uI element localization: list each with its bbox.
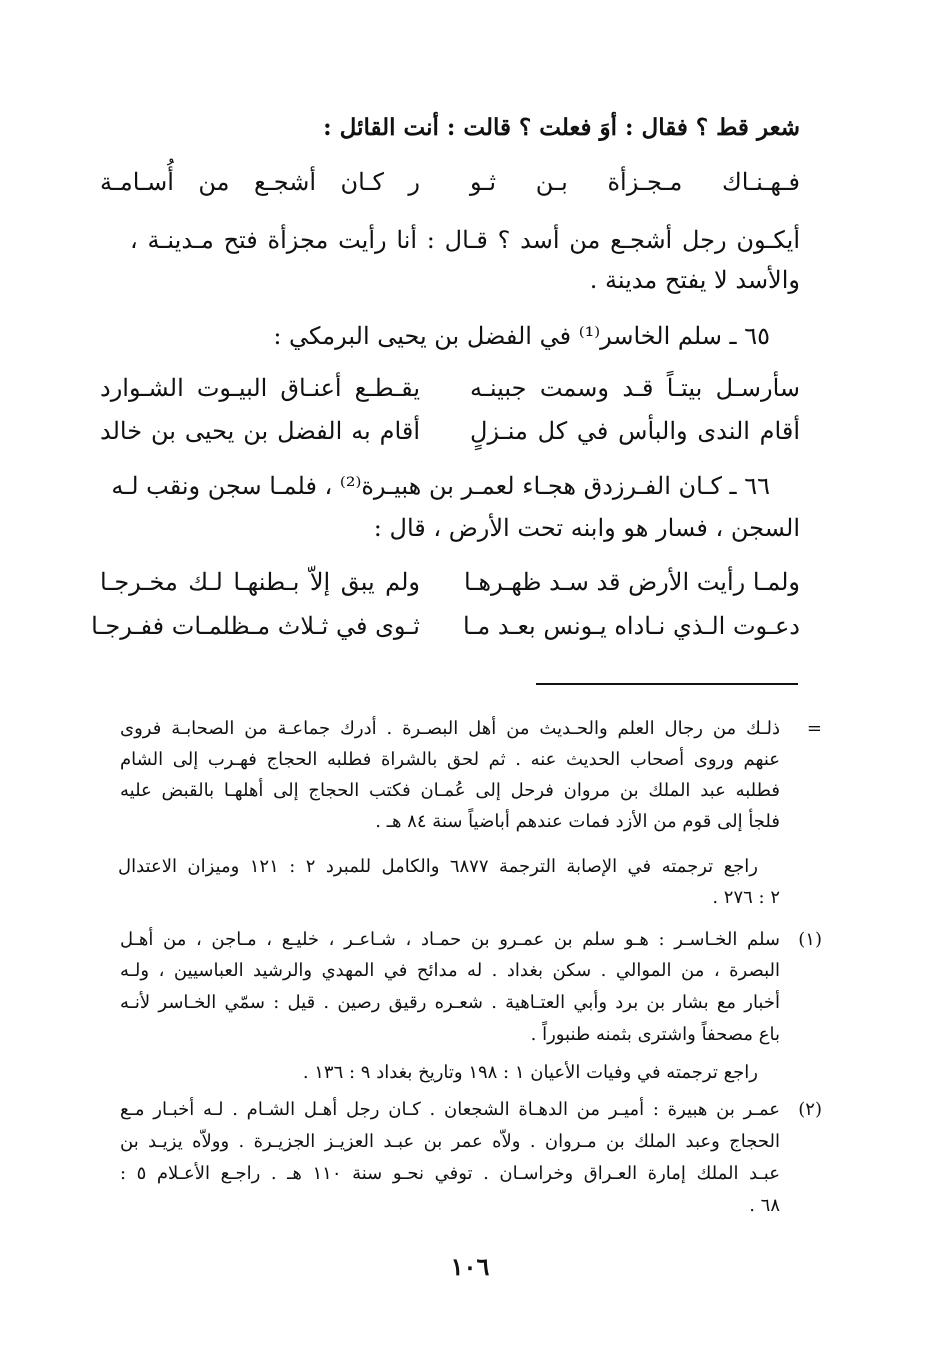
footnote-separator (536, 683, 798, 685)
paragraph-1-line-2: والأسد لا يفتح مدينة . (589, 266, 800, 294)
verse-3-sadr: أقام الندى والبأس في كل منـزلٍ (470, 417, 800, 445)
entry-65-heading: ٦٥ ـ سلم الخاسر⁽¹⁾ في الفضل بن يحيى البرمكي : (273, 322, 770, 350)
verse-2-ajuz: يقـطـع أعنـاق البيـوت الشـوارد (100, 374, 420, 402)
footnote-continuation-mark: = (806, 718, 822, 739)
footnote-1-line-1: سلم الخـاسـر : هـو سلم بن عمـرو بن حمـاد ، شـاعـر ، خليـع ، مـاجن ، من أهـل (120, 929, 780, 950)
entry-66-line-1: ٦٦ ـ كـان الفـرزدق هجـاء لعمـر بن هبيـرة⁽²⁾ ، فلمـا سجن ونقب لـه (111, 472, 770, 500)
footnote-1-line-4: باع مصحفاً واشترى بثمنه طنبوراً . (530, 1024, 780, 1045)
verse-2-sadr: سأرسـل بيتـاً قـد وسمت جبينـه (470, 374, 800, 402)
footnote-2-line-1: عمـر بن هبيرة : أميـر من الدهـاة الشجعان . كـان رجل أهـل الشـام . لـه أخبـار مـع (120, 1099, 780, 1120)
footnote-cont-line-3: فطلبه عبد الملك بن مروان فرحل إلى عُمـان فكتب الحجاج إلى أهلهـا بالقبض عليه (120, 780, 780, 801)
footnote-1-line-2: البصرة ، من الموالي . سكن بغداد . له مدائح في المهدي والرشيد العباسيين ، ولـه (120, 960, 780, 981)
footnote-2-line-3: عبـد الملك إمارة العـراق وخراسـان . توفي نحـو سنة ١١٠ هـ . راجـع الأعـلام ٥ : (120, 1163, 780, 1184)
verse-1-ajuz: ر كـان أشجـع من أُسـامـة (100, 168, 420, 196)
verse-4-sadr: ولمـا رأيت الأرض قد سـد ظهـرهـا (464, 568, 800, 596)
verse-5-sadr: دعـوت الـذي نـاداه يـونس بعـد مـا (463, 612, 800, 640)
footnote-cont-ref-1: راجع ترجمته في الإصابة الترجمة ٦٨٧٧ والكامل للمبرد ٢ : ١٢١ وميزان الاعتدال (118, 856, 758, 877)
page-number: ١٠٦ (450, 1252, 490, 1281)
footnote-2-mark: (٢) (798, 1099, 822, 1120)
verse-5-ajuz: ثـوى في ثـلاث مـظلمـات ففـرجـا (91, 612, 420, 640)
footnote-cont-line-4: فلجأ إلى قوم من الأزد فمات عندهم أباضياً سنة ٨٤ هـ . (375, 811, 780, 832)
verse-4-ajuz: ولم يبق إلاّ بـطنهـا لـك مخـرجـا (100, 568, 420, 596)
paragraph-1-line-1: أيكـون رجل أشجـع من أسد ؟ قـال : أنا رأيت مجزأة فتح مـدينـة ، (130, 226, 800, 254)
verse-1-sadr: فـهـنـاك مـجـزأة بـن ثـو (470, 168, 800, 196)
footnote-cont-line-2: عنهم وروى أصحاب الحديث عنه . ثم لحق بالشراة فطلبه الحجاج فهـرب إلى الشام (120, 749, 780, 770)
footnote-1-mark: (١) (798, 929, 822, 950)
footnote-1-line-3: أخبار مع بشار بن برد وأبي العتـاهية . شعـره رقيق رصين . قيل : سمّي الخـاسر لأنـه (120, 992, 780, 1013)
footnote-cont-line-1: ذلـك من رجال العلم والحـديث من أهل البصـرة . أدرك جماعـة من الصحابـة فروى (120, 718, 780, 739)
verse-3-ajuz: أقام به الفضل بن يحيى بن خالد (100, 417, 420, 445)
footnote-cont-ref-2: ٢ : ٢٧٦ . (712, 887, 780, 908)
intro-line: شعر قط ؟ فقال : أوَ فعلت ؟ قالت : أنت القائل : (323, 114, 800, 141)
footnote-2-line-2: الحجاج وعبد الملك بن مـروان . ولاّه عمر بن عبـد العزيـز الجزيـرة . وولاّه يزيـد بن (120, 1131, 780, 1152)
footnote-1-ref: راجع ترجمته في وفيات الأعيان ١ : ١٩٨ وتاريخ بغداد ٩ : ١٣٦ . (302, 1062, 758, 1083)
entry-66-line-2: السجن ، فسار هو وابنه تحت الأرض ، قال : (373, 514, 800, 542)
footnote-2-line-4: ٦٨ . (749, 1195, 780, 1216)
